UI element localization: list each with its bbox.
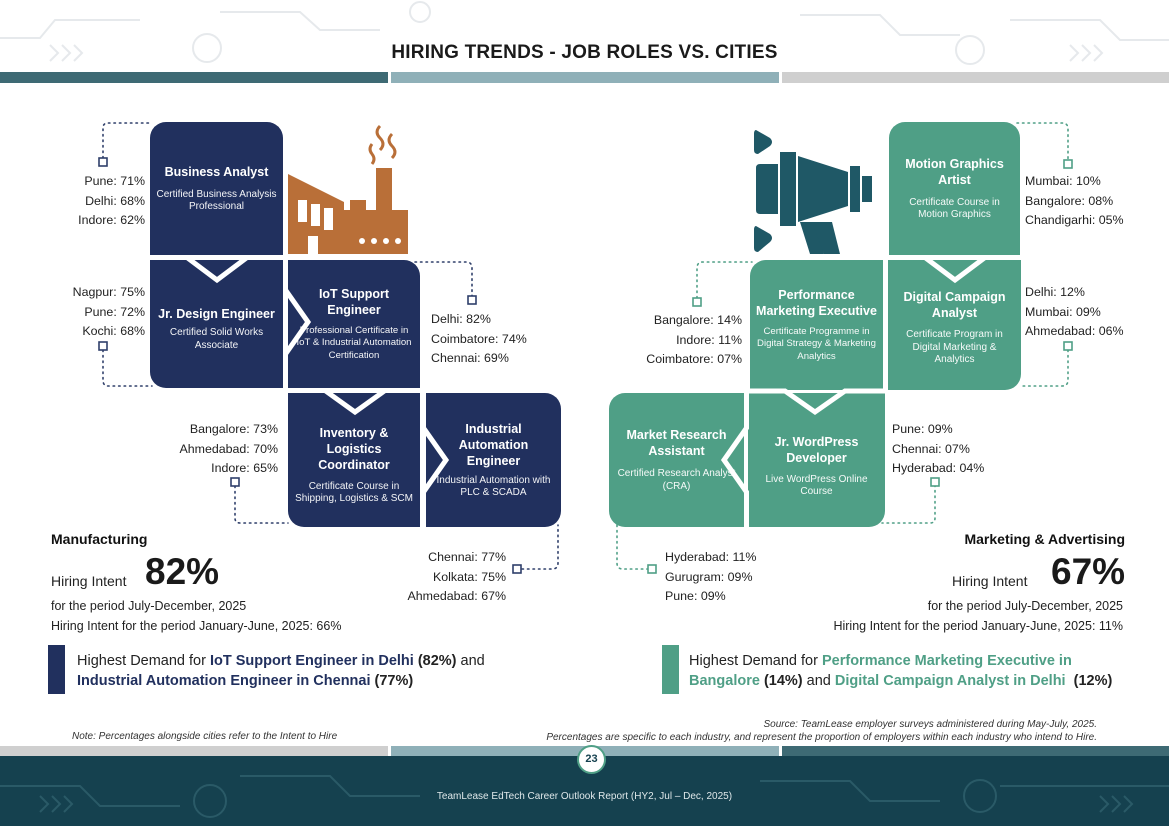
- city-intent: Indore: 62%: [78, 213, 145, 227]
- demand-accent-bar: [48, 645, 65, 694]
- city-intent: Indore: 65%: [211, 461, 278, 475]
- city-intent: Nagpur: 75%: [72, 285, 145, 299]
- highest-demand-manufacturing: [77, 651, 517, 691]
- role-certification: Certificate Program in Digital Marketing & Analytics: [906, 329, 1003, 366]
- demand-pct-2: (12%): [1065, 673, 1113, 689]
- page-title: HIRING TRENDS - JOB ROLES VS. CITIES: [391, 42, 778, 63]
- role-name: Market Research Assistant: [626, 428, 727, 458]
- cities-wordpress-developer: [892, 420, 1012, 479]
- demand-and: and: [456, 653, 485, 669]
- cities-motion-graphics: [1025, 172, 1155, 231]
- city-intent: Chandigarhi: 05%: [1025, 213, 1124, 227]
- demand-and: and: [802, 673, 835, 689]
- hiring-intent-value: 67%: [1051, 551, 1126, 592]
- footer-text: TeamLease EdTech Career Outlook Report (HY2, Jul – Dec, 2025): [436, 791, 733, 802]
- role-certification: Professional Certificate in IoT & Industrial Automation Certification: [296, 324, 412, 361]
- hiring-intent-value: 82%: [145, 551, 220, 592]
- highest-demand-marketing: [689, 651, 1134, 691]
- note-text: Note: Percentages alongside cities refer to the Intent to Hire: [72, 731, 338, 742]
- city-intent: Chennai: 07%: [892, 441, 970, 456]
- demand-role-2: Industrial Automation Engineer in Chennai: [77, 673, 371, 689]
- demand-accent-bar: [662, 645, 679, 694]
- city-intent: Bangalore: 14%: [653, 313, 742, 327]
- role-name: Jr. WordPress Developer: [774, 434, 859, 465]
- previous-intent-text: Hiring Intent for the period January-June, 2025: 66%: [51, 619, 342, 633]
- hiring-intent-label: Hiring Intent: [952, 573, 1028, 589]
- city-intent: Delhi: 68%: [85, 193, 145, 208]
- role-name: IoT Support Engineer: [318, 286, 390, 317]
- role-certification: Certified Business Analysis Professional: [156, 188, 277, 212]
- source-text-2: Percentages are specific to each industry, and represent the proportion of employers within each industry who intend to Hire.: [546, 732, 1097, 743]
- demand-pct-1: (82%): [413, 653, 457, 669]
- section-title-manufacturing: Manufacturing: [51, 531, 148, 547]
- demand-prefix: Highest Demand for: [77, 653, 210, 669]
- role-certification: Certificate Course in Shipping, Logistics & SCM: [295, 480, 413, 504]
- city-intent: Chennai: 69%: [431, 351, 509, 365]
- city-intent: Kochi: 68%: [82, 324, 145, 338]
- role-certification: Industrial Automation with PLC & SCADA: [436, 474, 551, 498]
- demand-role-1: IoT Support Engineer in Delhi: [209, 653, 414, 669]
- cities-market-research: [665, 548, 785, 607]
- city-intent: Coimbatore: 74%: [431, 331, 527, 346]
- city-intent: Ahmedabad: 06%: [1025, 324, 1124, 338]
- demand-pct-2: (77%): [370, 673, 414, 689]
- cities-digital-campaign: [1025, 283, 1155, 342]
- section-title-marketing: Marketing & Advertising: [964, 531, 1125, 547]
- city-intent: Mumbai: 10%: [1025, 174, 1101, 188]
- city-intent: Delhi: 12%: [1025, 285, 1085, 299]
- role-name: Motion Graphics Artist: [905, 156, 1004, 187]
- page-number: 23: [577, 745, 606, 774]
- role-certification: Live WordPress Online Course: [765, 473, 868, 497]
- city-intent: Pune: 71%: [84, 174, 145, 188]
- role-name: Digital Campaign Analyst: [903, 290, 1006, 321]
- role-name: Industrial Automation Engineer: [458, 421, 529, 468]
- role-name: Business Analyst: [164, 164, 269, 179]
- city-intent: Hyderabad: 11%: [665, 550, 757, 564]
- city-intent: Pune: 09%: [892, 422, 953, 436]
- city-intent: Mumbai: 09%: [1025, 304, 1101, 319]
- role-name: Jr. Design Engineer: [158, 307, 275, 321]
- demand-pct-1: (14%): [759, 673, 803, 689]
- demand-role-2: Digital Campaign Analyst in Delhi: [834, 673, 1066, 689]
- city-intent: Delhi: 82%: [431, 312, 491, 326]
- city-intent: Bangalore: 08%: [1025, 193, 1114, 208]
- role-name: Performance Marketing Executive: [756, 287, 877, 318]
- demand-role-1: Performance Marketing Executive in Bangalore: [689, 653, 1072, 689]
- city-intent: Chennai: 77%: [428, 550, 506, 564]
- period-text: for the period July-December, 2025: [51, 599, 247, 613]
- city-intent: Ahmedabad: 67%: [407, 589, 506, 603]
- city-intent: Indore: 11%: [676, 332, 742, 347]
- role-certification: Certificate Programme in Digital Strategy & Marketing Analytics: [757, 325, 876, 362]
- demand-prefix: Highest Demand for: [689, 653, 822, 669]
- city-intent: Pune: 72%: [84, 304, 145, 319]
- role-certification: Certified Research Analyst (CRA): [617, 468, 736, 492]
- hiring-intent-label: Hiring Intent: [51, 573, 127, 589]
- previous-intent-text: Hiring Intent for the period January-June, 2025: 11%: [833, 619, 1123, 633]
- cities-performance-marketing: [622, 311, 742, 370]
- period-text: for the period July-December, 2025: [927, 599, 1123, 613]
- city-intent: Coimbatore: 07%: [646, 352, 742, 366]
- city-intent: Hyderabad: 04%: [892, 461, 985, 475]
- role-certification: Certified Solid Works Associate: [169, 327, 264, 351]
- city-intent: Pune: 09%: [665, 589, 726, 603]
- city-intent: Ahmedabad: 70%: [179, 441, 278, 456]
- city-intent: Bangalore: 73%: [189, 422, 278, 436]
- role-name: Inventory & Logistics Coordinator: [318, 425, 390, 472]
- role-certification: Certificate Course in Motion Graphics: [909, 196, 1000, 220]
- city-intent: Gurugram: 09%: [665, 569, 753, 584]
- city-intent: Kolkata: 75%: [432, 569, 506, 584]
- source-text: Source: TeamLease employer surveys administered during May-July, 2025.: [763, 719, 1097, 730]
